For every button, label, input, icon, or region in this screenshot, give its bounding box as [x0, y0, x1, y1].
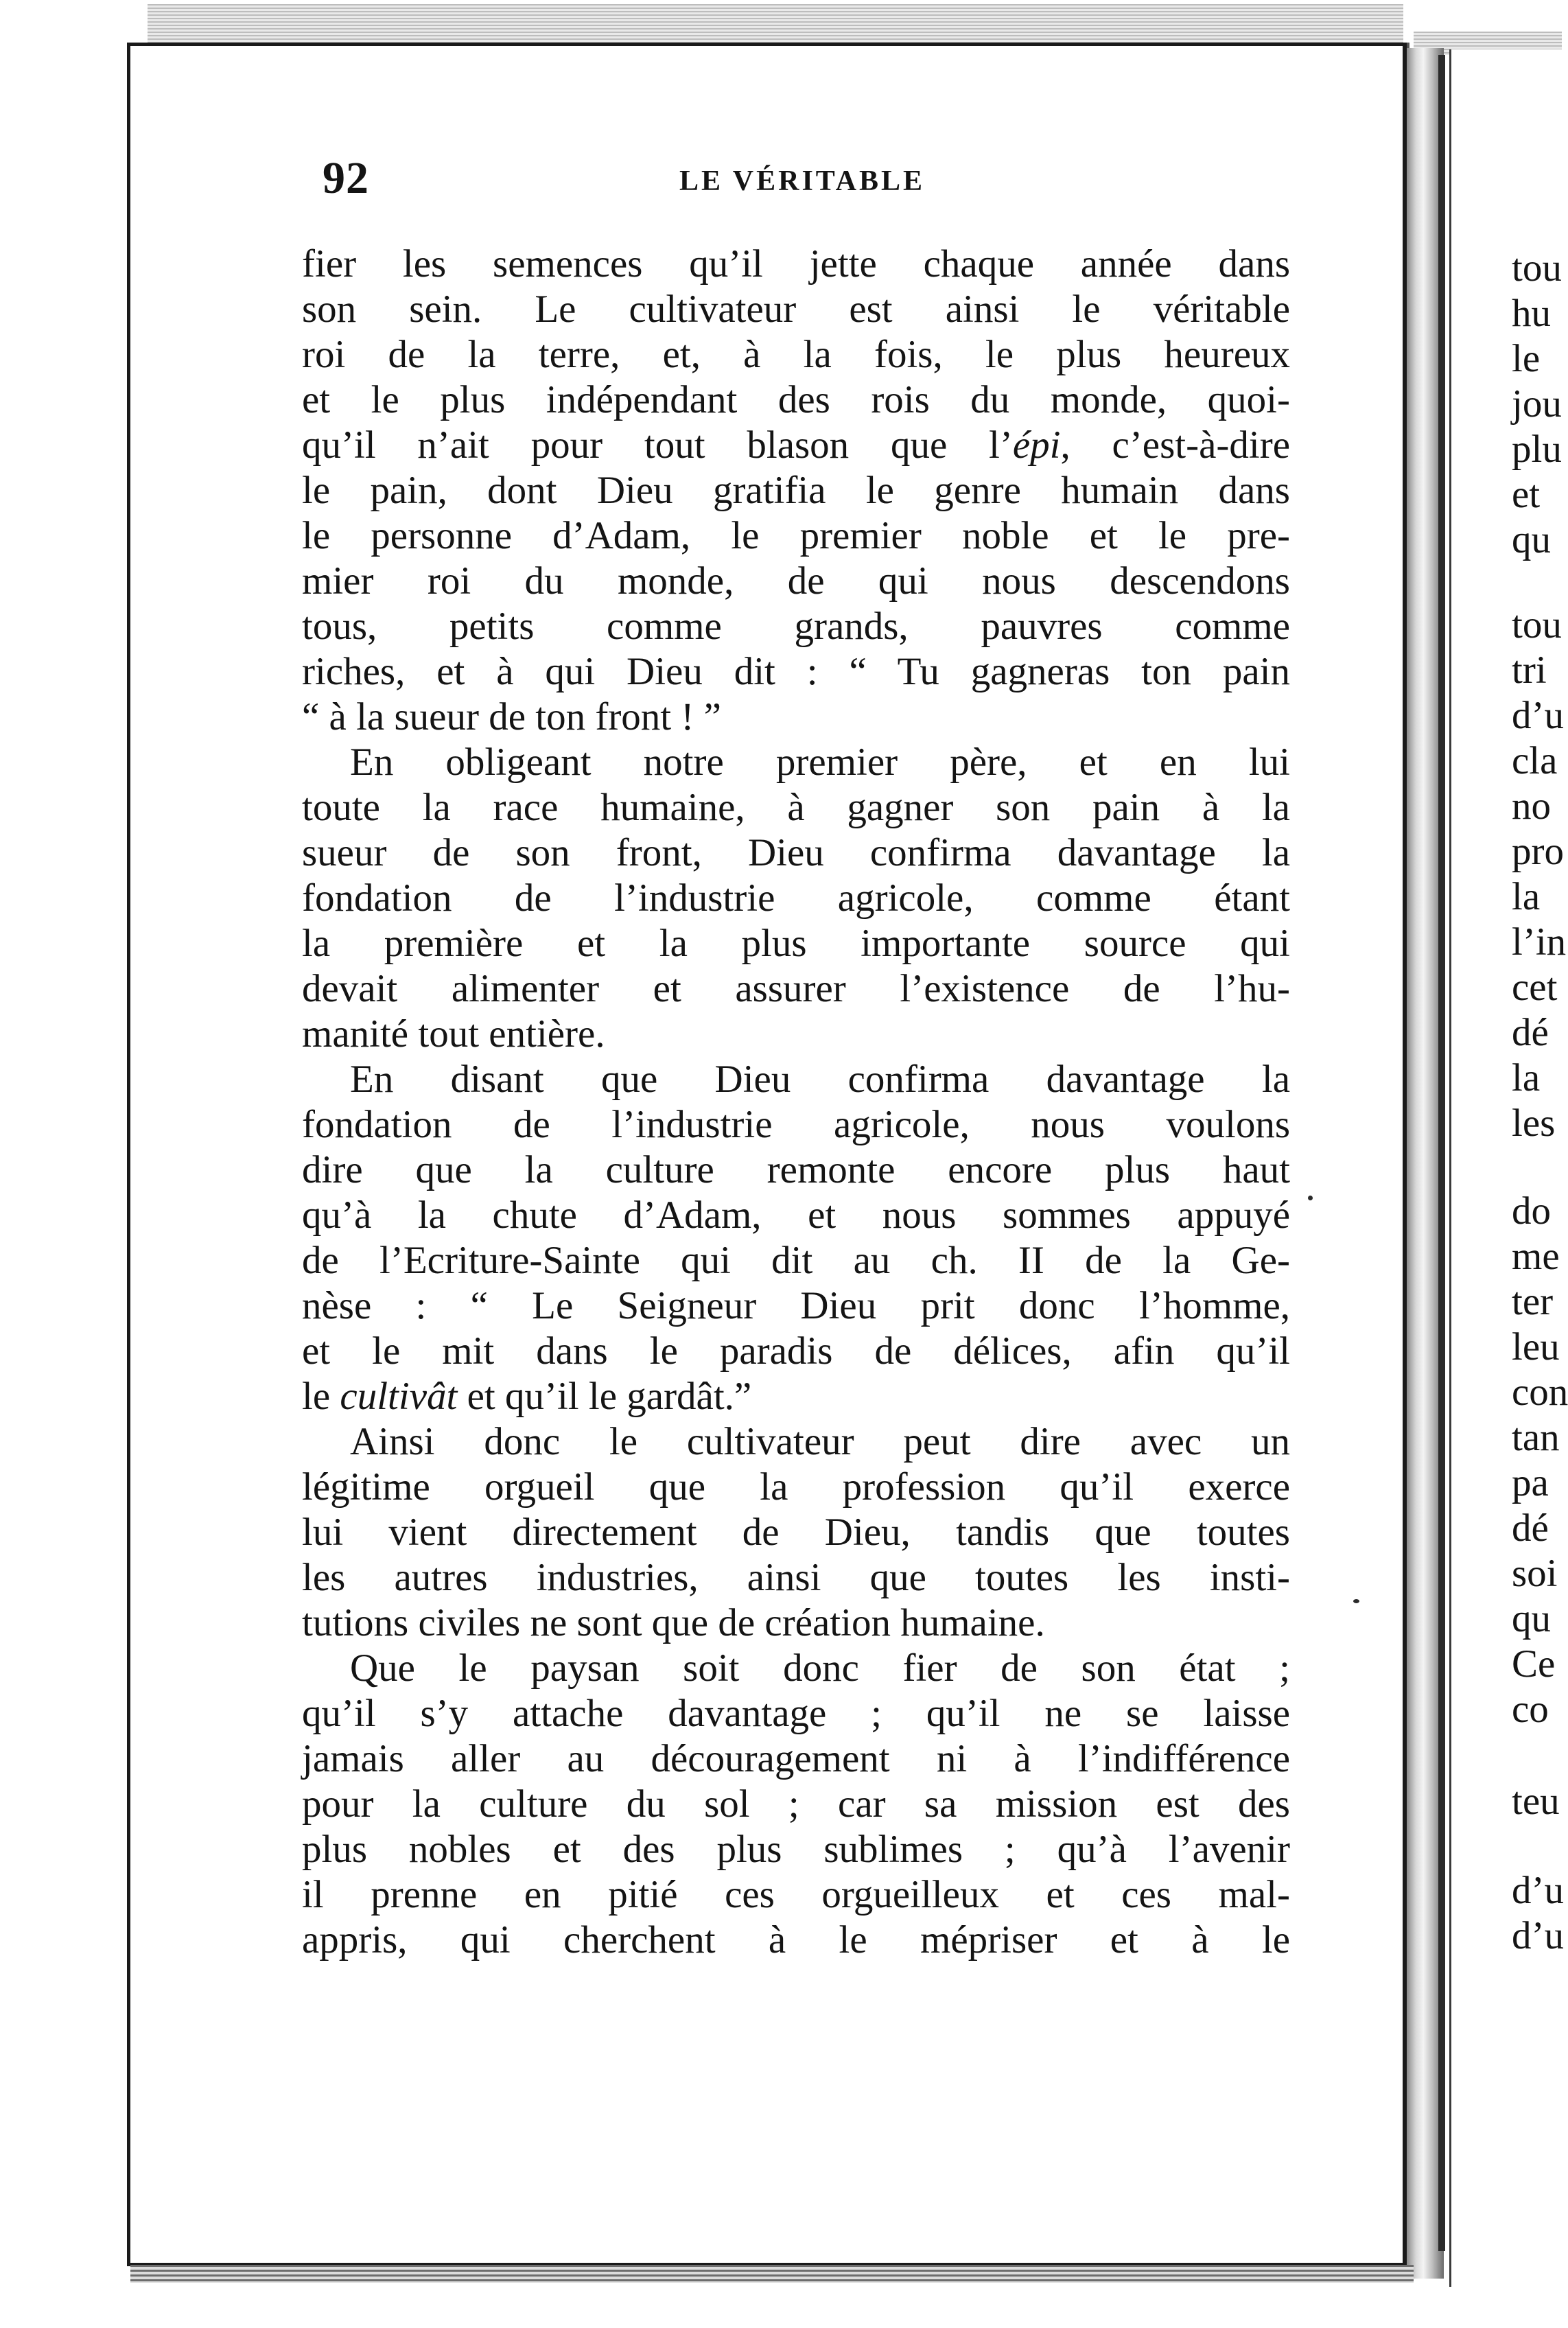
- running-title: LE VÉRITABLE: [679, 165, 926, 197]
- adjacent-page-word: pro: [1512, 830, 1564, 873]
- adjacent-page-word: do: [1512, 1189, 1551, 1233]
- text-line: En disant que Dieu confirma davantage la: [350, 1058, 1290, 1101]
- adjacent-page-word: et: [1512, 473, 1541, 516]
- adjacent-page-word: me: [1512, 1235, 1560, 1278]
- text-line: qu’il n’ait pour tout blason que l’épi, c’est-à-dire: [302, 423, 1291, 467]
- text-line: et le mit dans le paradis de délices, afin qu’il: [302, 1329, 1290, 1373]
- page-bottom-edge: [130, 2265, 1414, 2283]
- adjacent-page-word: tan: [1512, 1416, 1560, 1459]
- text-line: et le plus indépendant des rois du monde, quoi-: [302, 378, 1290, 421]
- adjacent-page-word: jou: [1512, 382, 1562, 426]
- text-line: qu’à la chute d’Adam, et nous sommes appuyé: [302, 1194, 1290, 1237]
- text-line: devait alimenter et assurer l’existence de l’hu-: [302, 967, 1290, 1010]
- adjacent-page-word: Ce: [1512, 1642, 1556, 1686]
- text-line: lui vient directement de Dieu, tandis que toutes: [302, 1511, 1290, 1554]
- adjacent-page-word: d’u: [1512, 1914, 1564, 1957]
- text-line: de l’Ecriture-Sainte qui dit au ch. II de la Ge-: [302, 1239, 1290, 1282]
- adjacent-page-word: d’u: [1512, 694, 1564, 737]
- adjacent-page-word: qu: [1512, 1597, 1551, 1640]
- text-line: “ à la sueur de ton front ! ”: [302, 695, 721, 738]
- adjacent-page-word: tou: [1512, 603, 1562, 647]
- text-line: Ainsi donc le cultivateur peut dire avec un: [350, 1420, 1290, 1463]
- text-line: mier roi du monde, de qui nous descendons: [302, 559, 1290, 603]
- adjacent-page-word: le: [1512, 337, 1541, 380]
- adjacent-page-word: leu: [1512, 1325, 1560, 1369]
- text-line: nèse : “ Le Seigneur Dieu prit donc l’homme,: [302, 1284, 1290, 1327]
- adjacent-page-fragment: [1449, 49, 1568, 2287]
- page-number: 92: [323, 153, 369, 203]
- binding-line: [1438, 55, 1445, 2251]
- ink-speck: [1353, 1599, 1359, 1603]
- body-text: [302, 242, 1290, 1963]
- page-header: [323, 152, 1311, 203]
- text-line: jamais aller au découragement ni à l’indifférence: [302, 1737, 1290, 1780]
- adjacent-page-word: l’in: [1512, 920, 1567, 964]
- adjacent-page-word: pa: [1512, 1461, 1549, 1504]
- text-line: il prenne en pitié ces orgueilleux et ces mal-: [302, 1873, 1290, 1916]
- adjacent-page-word: cet: [1512, 966, 1558, 1009]
- text-line: la première et la plus importante source qui: [302, 922, 1290, 965]
- text-line: tutions civiles ne sont que de création humaine.: [302, 1601, 1045, 1644]
- text-line: pour la culture du sol ; car sa mission est des: [302, 1782, 1290, 1826]
- adjacent-page-word: ter: [1512, 1280, 1554, 1323]
- adjacent-page-word: no: [1512, 784, 1551, 828]
- adjacent-page-word: la: [1512, 1056, 1541, 1099]
- text-line: fondation de l’industrie agricole, nous voulons: [302, 1103, 1290, 1146]
- text-line: le pain, dont Dieu gratifia le genre humain dans: [302, 469, 1290, 512]
- text-line: son sein. Le cultivateur est ainsi le véritable: [302, 288, 1290, 331]
- adjacent-page-word: qu: [1512, 518, 1551, 561]
- text-line: les autres industries, ainsi que toutes les insti-: [302, 1556, 1290, 1599]
- text-line: dire que la culture remonte encore plus haut: [302, 1148, 1290, 1191]
- text-line: riches, et à qui Dieu dit : “ Tu gagneras ton pain: [302, 650, 1290, 693]
- adjacent-page-word: con: [1512, 1371, 1568, 1414]
- text-line: roi de la terre, et, à la fois, le plus heureux: [302, 333, 1290, 376]
- adjacent-page-word: tri: [1512, 649, 1547, 692]
- adjacent-page-word: dé: [1512, 1506, 1549, 1550]
- adjacent-page-word: les: [1512, 1102, 1556, 1145]
- adjacent-page-word: co: [1512, 1688, 1549, 1731]
- adjacent-page-word: plu: [1512, 428, 1562, 471]
- text-line: fondation de l’industrie agricole, comme étant: [302, 876, 1290, 920]
- adjacent-page-word: d’u: [1512, 1869, 1564, 1912]
- text-line: qu’il s’y attache davantage ; qu’il ne se laisse: [302, 1692, 1290, 1735]
- text-line: le cultivât et qu’il le gardât.”: [302, 1375, 752, 1418]
- text-line: fier les semences qu’il jette chaque année dans: [302, 242, 1290, 286]
- text-line: sueur de son front, Dieu confirma davantage la: [302, 831, 1290, 874]
- adjacent-page-word: soi: [1512, 1552, 1558, 1595]
- text-line: légitime orgueil que la profession qu’il exerce: [302, 1465, 1290, 1509]
- ink-speck: [1308, 1196, 1313, 1200]
- adjacent-page-word: hu: [1512, 292, 1551, 335]
- adjacent-page-word: teu: [1512, 1780, 1560, 1823]
- text-line: le personne d’Adam, le premier noble et le pre-: [302, 514, 1290, 557]
- adjacent-page-word: cla: [1512, 739, 1558, 782]
- text-line: tous, petits comme grands, pauvres comme: [302, 605, 1290, 648]
- adjacent-page-word: la: [1512, 875, 1541, 918]
- text-line: appris, qui cherchent à le mépriser et à le: [302, 1918, 1290, 1962]
- adjacent-page-word: tou: [1512, 246, 1562, 290]
- text-line: plus nobles et des plus sublimes ; qu’à l’avenir: [302, 1828, 1290, 1871]
- text-line: Que le paysan soit donc fier de son état ;: [350, 1646, 1290, 1690]
- text-line: toute la race humaine, à gagner son pain à la: [302, 786, 1290, 829]
- text-line: En obligeant notre premier père, et en lui: [350, 741, 1290, 784]
- text-line: manité tout entière.: [302, 1012, 605, 1056]
- adjacent-page-word: dé: [1512, 1011, 1549, 1054]
